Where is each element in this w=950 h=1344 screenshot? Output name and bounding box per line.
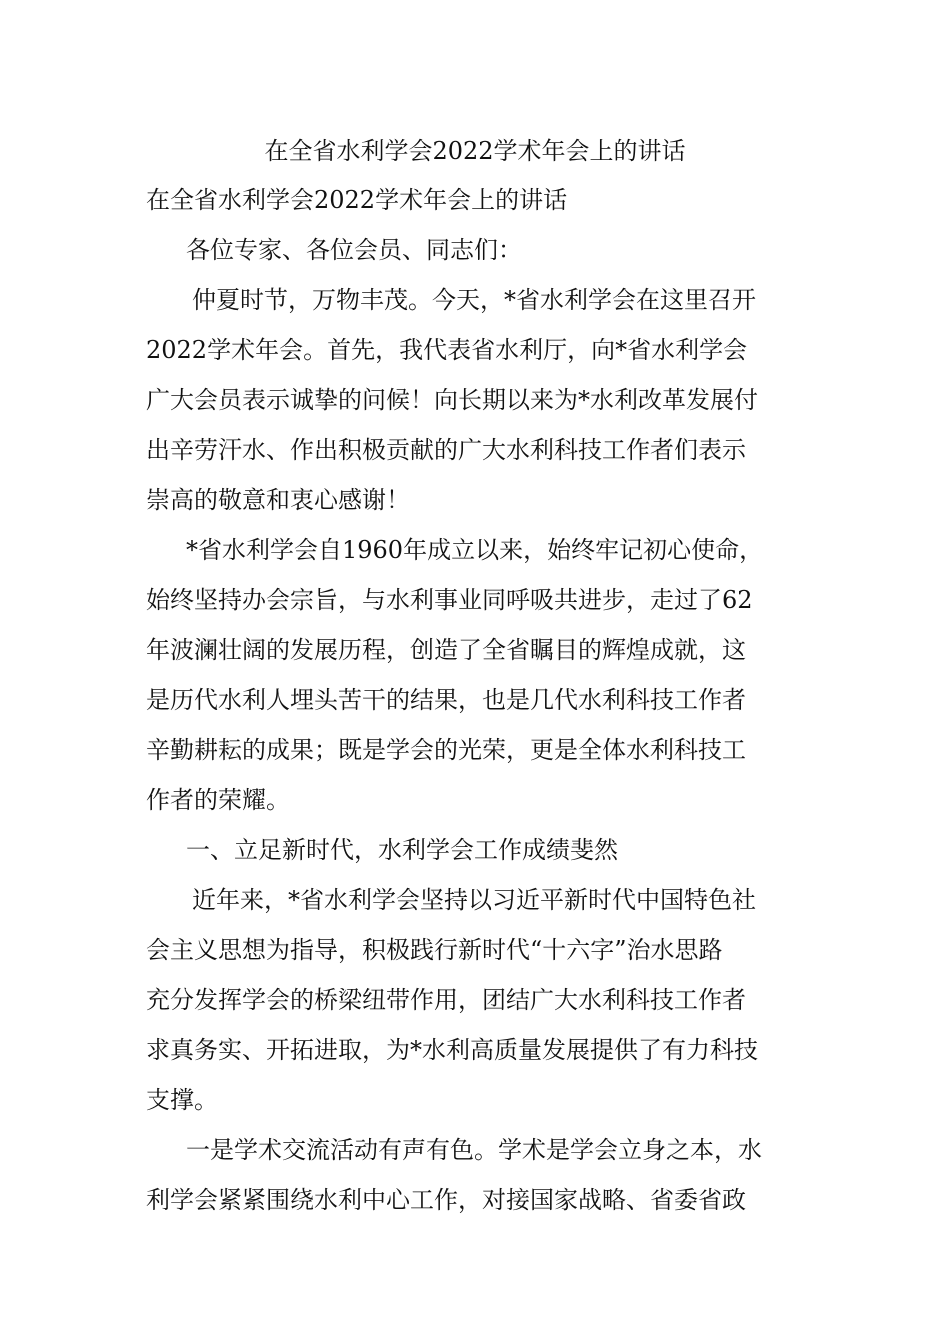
body-line: 利学会紧紧围绕水利中心工作，对接国家战略、省委省政 — [146, 1186, 746, 1214]
salutation: 各位专家、各位会员、同志们： — [186, 236, 522, 264]
body-line: 求真务实、开拓进取，为*水利高质量发展提供了有力科技 — [146, 1036, 758, 1064]
body-line: 仲夏时节，万物丰茂。今天，*省水利学会在这里召开 — [192, 286, 756, 314]
body-line: 一是学术交流活动有声有色。学术是学会立身之本，水 — [186, 1136, 762, 1164]
body-line: 充分发挥学会的桥梁纽带作用，团结广大水利科技工作者 — [146, 986, 746, 1014]
body-line: 广大会员表示诚挚的问候！向长期以来为*水利改革发展付 — [146, 386, 758, 414]
section-heading: 一、立足新时代，水利学会工作成绩斐然 — [186, 836, 618, 864]
body-line: 出辛劳汗水、作出积极贡献的广大水利科技工作者们表示 — [146, 436, 746, 464]
body-line: 近年来，*省水利学会坚持以习近平新时代中国特色社 — [192, 886, 756, 914]
page-title: 在全省水利学会2022学术年会上的讲话 — [264, 137, 686, 165]
body-line: 作者的荣耀。 — [146, 786, 290, 814]
body-line: 崇高的敬意和衷心感谢！ — [146, 486, 410, 514]
document-subtitle: 在全省水利学会2022学术年会上的讲话 — [146, 186, 568, 214]
body-line: 年波澜壮阔的发展历程，创造了全省瞩目的辉煌成就，这 — [146, 636, 746, 664]
body-line: 始终坚持办会宗旨，与水利事业同呼吸共进步，走过了62 — [146, 586, 753, 614]
body-line: 会主义思想为指导，积极践行新时代“十六字”治水思路 — [146, 936, 723, 964]
body-line: 支撑。 — [146, 1086, 218, 1114]
body-line: 2022学术年会。首先，我代表省水利厅，向*省水利学会 — [146, 336, 748, 364]
body-line: 辛勤耕耘的成果；既是学会的光荣，更是全体水利科技工 — [146, 736, 746, 764]
body-line: 是历代水利人埋头苦干的结果，也是几代水利科技工作者 — [146, 686, 746, 714]
body-line: *省水利学会自1960年成立以来，始终牢记初心使命， — [186, 536, 764, 564]
